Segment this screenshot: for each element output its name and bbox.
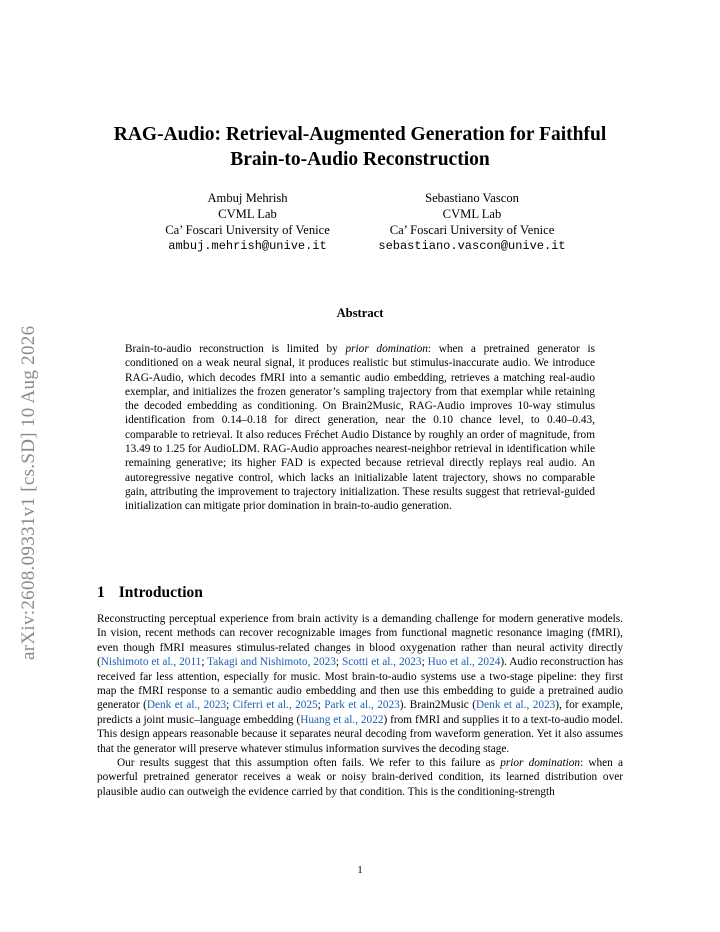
paragraph [97,756,623,799]
abstract-body [125,342,595,514]
author-name: Sebastiano Vascon [425,191,519,205]
author-affiliation: Ca’ Foscari University of Venice [389,223,555,237]
author-lab: CVML Lab [442,207,502,221]
section-number: 1 [97,584,105,601]
citation-sep: ; [421,656,428,669]
citation-link[interactable]: Scotti et al., 2023 [341,656,422,669]
citation-link[interactable]: Denk et al., 2023 [476,699,556,712]
page-number: 1 [357,864,363,876]
citation-link[interactable]: Denk et al., 2023 [146,699,227,712]
abstract-heading: Abstract [336,306,384,320]
citation-link[interactable]: Huo et al., 2024 [427,656,501,669]
citation-sep: ; [201,656,208,669]
body-text: : when a powerful pretrained generator receives a weak or noisy brain-derived condition, its learned distribution over plausible audio can outweigh the evidence carried by that condition. This is the conditioning-strength [97,757,623,798]
abstract-text: : when a pretrained generator is conditioned on a weak neural signal, it produces realistic but stimulus-inaccurate audio. We introduce RAG-Audio, which decodes fMRI into a semantic audio embedding, retrieves a matching real-audio exemplar, and initializes the frozen generator’s sampling trajectory from that exemplar while retaining the decoded embedding as conditioning. On Brain2Music, RAG-Audio improves 10-way stimulus identification from 0.14–0.18 for direct generation, near the 0.10 chance level, to 0.40–0.43, comparable to retrieval. It also reduces Fréchet Audio Distance by roughly an order of magnitude, from 13.49 to 1.25 for AudioLDM. RAG-Audio approaches nearest-neighbor retrieval in identification while remaining generative; its higher FAD is expected because retrieval directly replays real audio. An autoregressive negative control, which lacks an initializable latent trajectory, shows no comparable gain, attributing the improvement to trajectory initialization. These results suggest that retrieval-guided initialization can mitigate prior domination in brain-to-audio generation. [125,343,595,513]
citation-link[interactable]: Park et al., 2023 [324,699,400,712]
citation-link[interactable]: Huang et al., 2022 [300,713,384,726]
body-text: ). Brain2Music ( [399,699,476,712]
abstract-text: Brain-to-audio reconstruction is limited by [125,343,346,355]
citation-sep: ; [226,699,233,712]
body-text: Reconstructing perceptual experience from brain activity is a demanding challenge for modern generative models. In vision, recent methods can recover recognizable images from functional magnetic resonance imaging (fMRI), even though fMRI measures stimulus-related changes in blood oxygenation rather than neural activity directly ( [97,613,623,669]
arxiv-id: arXiv:2608.09331v1 [cs.SD] 10 Aug 2026 [18,325,39,660]
citation-link[interactable]: Ciferri et al., 2025 [232,699,318,712]
section-heading [97,584,203,602]
abstract-emphasis: prior domination [345,343,428,355]
body-text: ). Audio reconstruction has received far less attention, especially for music. Most brain-to-audio systems use a two-stage pipeline: they first map the fMRI response to a semantic audio embedding and then use this embedding to guide a pretrained audio generator ( [97,656,623,712]
citation-sep: ; [335,656,342,669]
section-title: Introduction [118,584,203,601]
citation-link[interactable]: Takagi and Nishimoto, 2023 [207,656,336,669]
author-name: Ambuj Mehrish [207,191,288,205]
term-emphasis: prior domination [500,757,581,770]
paragraph [97,612,623,756]
author-2 [368,190,576,254]
title-line-2: Brain-to-Audio Reconstruction [230,149,490,170]
title-line-1: RAG-Audio: Retrieval-Augmented Generation for Faithful [113,124,607,145]
body-text: ) from fMRI and supplies it to a text-to-audio model. This design appears reasonable because it separates neural decoding from waveform generation. Yet it also assumes that the generator will preserve whatever stimulus information survives the decoding stage. [97,713,623,755]
citation-sep: ; [317,699,325,712]
author-affiliation: Ca’ Foscari University of Venice [165,223,330,237]
section-body [97,612,623,799]
paper-title [90,122,630,172]
author-email[interactable]: ambuj.mehrish@unive.it [168,239,327,253]
body-text: ), for example, predicts a joint music–language embedding ( [97,699,623,726]
author-lab: CVML Lab [218,207,277,221]
body-text: Our results suggest that this assumption often fails. We refer to this failure as [117,757,501,770]
arxiv-watermark [18,325,42,660]
author-email[interactable]: sebastiano.vascon@unive.it [378,239,566,253]
citation-link[interactable]: Nishimoto et al., 2011 [100,656,202,669]
author-1 [150,190,345,254]
